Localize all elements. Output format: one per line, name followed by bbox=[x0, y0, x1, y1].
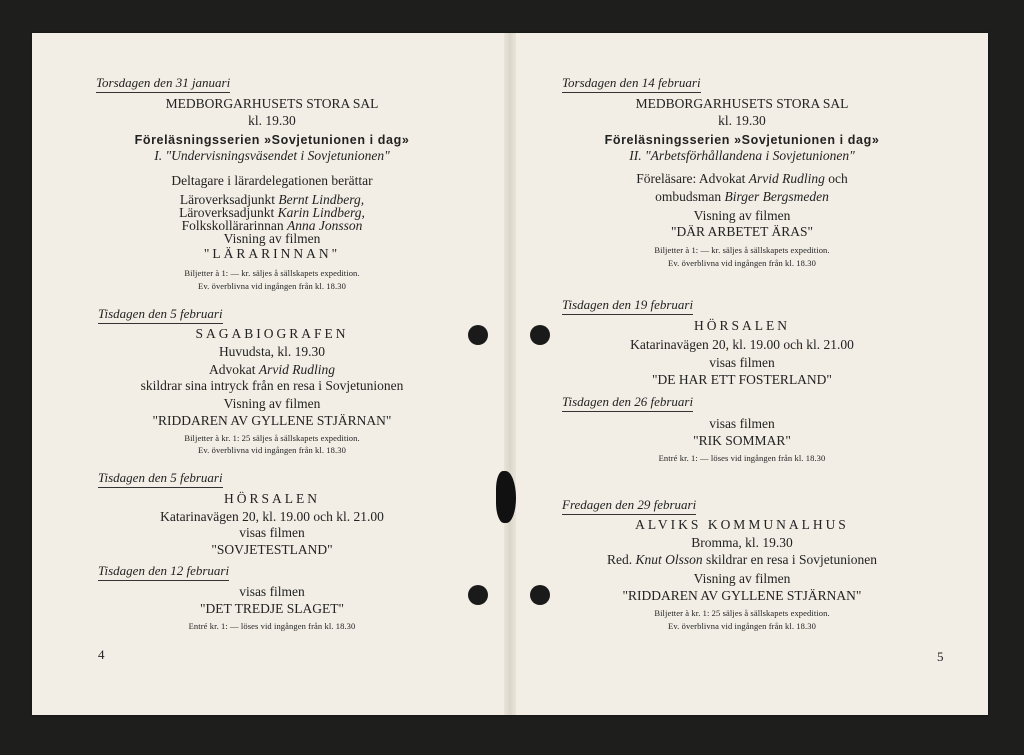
event-venue: HÖRSALEN bbox=[223, 491, 321, 506]
ticket-info: Biljetter à kr. 1: 25 säljes å sällskapets expedition. bbox=[184, 433, 360, 443]
event-date: Tisdagen den 19 februari bbox=[562, 297, 693, 315]
film-title: "RIDDAREN AV GYLLENE STJÄRNAN" bbox=[622, 588, 862, 603]
event-address: Katarinavägen 20, kl. 19.00 och kl. 21.00 bbox=[160, 509, 384, 524]
event-venue: ALVIKS KOMMUNALHUS bbox=[635, 517, 849, 532]
event-venue: HÖRSALEN bbox=[693, 318, 791, 333]
entry-info: Entré kr. 1: — löses vid ingången från kl. 18.30 bbox=[188, 621, 356, 631]
event-date: Tisdagen den 12 februari bbox=[98, 563, 229, 581]
event-date: Fredagen den 29 februari bbox=[562, 497, 696, 515]
participant-1: Läroverksadjunkt Bernt Lindberg, bbox=[179, 192, 365, 207]
film-title: "DE HAR ETT FOSTERLAND" bbox=[652, 372, 832, 387]
leftover-info: Ev. överblivna vid ingången från kl. 18.30 bbox=[198, 281, 346, 291]
lecture-subtitle: I. "Undervisningsväsendet i Sovjetunionen" bbox=[154, 148, 390, 163]
film-title: "DET TREDJE SLAGET" bbox=[199, 601, 345, 616]
lecture-series: Föreläsningsserien »Sovjetunionen i dag» bbox=[134, 133, 410, 147]
event-intro: Deltagare i lärardelegationen berättar bbox=[171, 173, 373, 188]
left-page bbox=[32, 33, 504, 715]
film-intro: visas filmen bbox=[239, 525, 305, 540]
film-intro: visas filmen bbox=[239, 584, 305, 599]
event-date: Tisdagen den 26 februari bbox=[562, 394, 693, 412]
film-intro: visas filmen bbox=[709, 416, 775, 431]
event-description: skildrar sina intryck från en resa i Sovjetunionen bbox=[140, 378, 404, 393]
film-intro: Visning av filmen bbox=[223, 231, 321, 246]
event-time: kl. 19.30 bbox=[718, 113, 766, 128]
ticket-info: Biljetter à 1: — kr. säljes å sällskapets expedition. bbox=[184, 268, 360, 278]
event-address: Katarinavägen 20, kl. 19.00 och kl. 21.00 bbox=[630, 337, 854, 352]
event-date: Tisdagen den 5 februari bbox=[98, 470, 223, 488]
ticket-info: Biljetter à 1: — kr. säljes å sällskapets expedition. bbox=[654, 245, 830, 255]
film-title: "RIK SOMMAR" bbox=[693, 433, 791, 448]
film-intro: Visning av filmen bbox=[223, 396, 321, 411]
participant-3: Folkskollärarinnan Anna Jonsson bbox=[181, 218, 363, 233]
speaker: Red. Knut Olsson skildrar en resa i Sovjetunionen bbox=[607, 552, 877, 567]
event-date: Torsdagen den 14 februari bbox=[562, 75, 701, 93]
event-date: Torsdagen den 31 januari bbox=[96, 75, 230, 93]
booklet-gutter bbox=[504, 33, 516, 715]
punch-hole bbox=[530, 325, 550, 345]
event-venue: SAGABIOGRAFEN bbox=[195, 326, 349, 341]
event-venue: MEDBORGARHUSETS STORA SAL bbox=[165, 96, 379, 111]
lecturers: Föreläsare: Advokat Arvid Rudling och bbox=[636, 171, 848, 186]
leftover-info: Ev. överblivna vid ingången från kl. 18.30 bbox=[668, 258, 816, 268]
speaker: Advokat Arvid Rudling bbox=[209, 362, 335, 377]
paper-tear bbox=[496, 471, 516, 523]
event-address: Huvudsta, kl. 19.30 bbox=[218, 344, 326, 359]
film-intro: Visning av filmen bbox=[693, 208, 791, 223]
film-intro: Visning av filmen bbox=[693, 571, 791, 586]
entry-info: Entré kr. 1: — löses vid ingången från kl. 18.30 bbox=[658, 453, 826, 463]
punch-hole bbox=[468, 325, 488, 345]
leftover-info: Ev. överblivna vid ingången från kl. 18.30 bbox=[668, 621, 816, 631]
punch-hole bbox=[530, 585, 550, 605]
film-title: "RIDDAREN AV GYLLENE STJÄRNAN" bbox=[152, 413, 392, 428]
right-page bbox=[516, 33, 988, 715]
page-number: 5 bbox=[937, 649, 944, 664]
lecturer-2: ombudsman Birger Bergsmeden bbox=[655, 189, 829, 204]
event-date: Tisdagen den 5 februari bbox=[98, 306, 223, 324]
participant-2: Läroverksadjunkt Karin Lindberg, bbox=[179, 205, 365, 220]
event-time: kl. 19.30 bbox=[248, 113, 296, 128]
booklet-spread bbox=[32, 33, 988, 715]
lecture-subtitle: II. "Arbetsförhållandena i Sovjetunionen" bbox=[629, 148, 855, 163]
page-number: 4 bbox=[98, 647, 105, 662]
event-venue: MEDBORGARHUSETS STORA SAL bbox=[635, 96, 849, 111]
punch-hole bbox=[468, 585, 488, 605]
ticket-info: Biljetter à kr. 1: 25 säljes å sällskapets expedition. bbox=[654, 608, 830, 618]
film-title: "DÄR ARBETET ÄRAS" bbox=[670, 224, 814, 239]
leftover-info: Ev. överblivna vid ingången från kl. 18.30 bbox=[198, 445, 346, 455]
film-intro: visas filmen bbox=[709, 355, 775, 370]
film-title: "LÄRARINNAN" bbox=[203, 246, 341, 261]
lecture-series: Föreläsningsserien »Sovjetunionen i dag» bbox=[604, 133, 880, 147]
event-address: Bromma, kl. 19.30 bbox=[691, 535, 793, 550]
film-title: "SOVJETESTLAND" bbox=[211, 542, 333, 557]
